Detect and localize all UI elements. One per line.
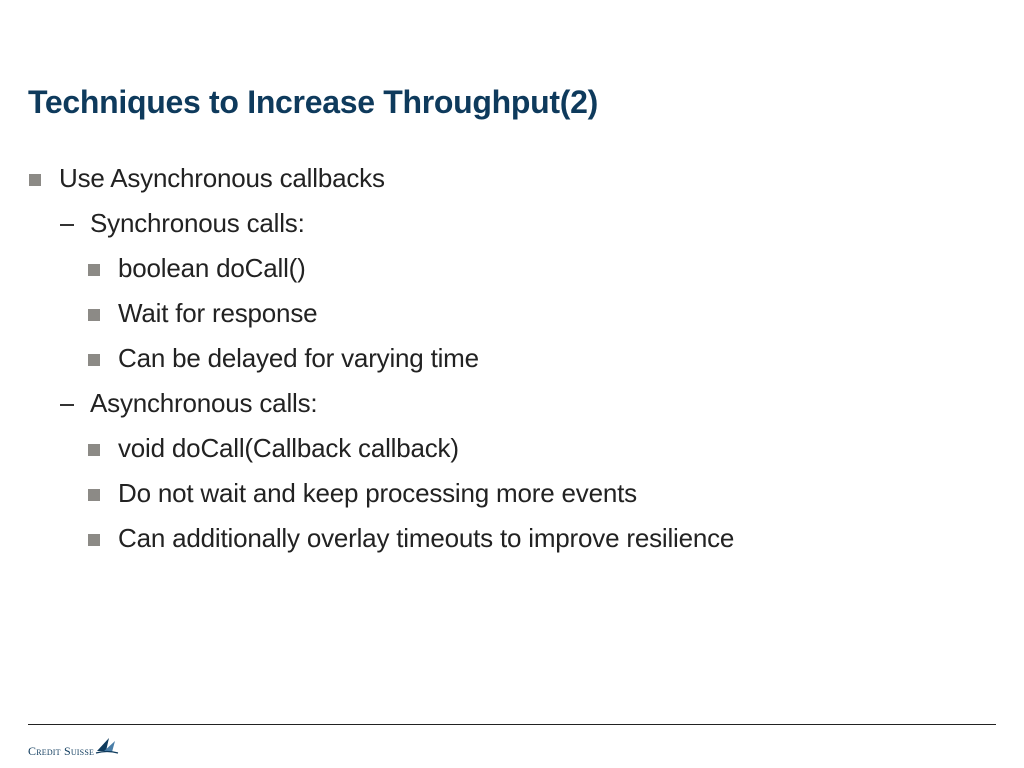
square-bullet-icon xyxy=(88,489,100,501)
bullet-item-use-async xyxy=(29,160,385,196)
bullet-item-delayed xyxy=(88,340,479,376)
square-bullet-icon xyxy=(88,309,100,321)
bullet-item-timeouts xyxy=(88,520,734,556)
bullet-item-boolean-docall xyxy=(88,250,306,286)
bullet-text: Asynchronous calls: xyxy=(90,387,318,418)
square-bullet-icon xyxy=(88,354,100,366)
bullet-text: Wait for response xyxy=(118,297,318,328)
bullet-text: Synchronous calls: xyxy=(90,207,305,238)
slide-title: Techniques to Increase Throughput(2) xyxy=(28,84,598,120)
square-bullet-icon xyxy=(29,174,41,186)
bullet-text: boolean doCall() xyxy=(118,252,306,283)
bullet-item-sync-calls xyxy=(60,205,305,241)
sails-icon xyxy=(95,735,119,755)
square-bullet-icon xyxy=(88,264,100,276)
bullet-text: Can be delayed for varying time xyxy=(118,342,479,373)
bullet-text: Do not wait and keep processing more events xyxy=(118,477,637,508)
footer-divider xyxy=(28,724,996,725)
square-bullet-icon xyxy=(88,444,100,456)
bullet-item-do-not-wait xyxy=(88,475,637,511)
logo-text: Credit Suisse xyxy=(28,744,95,758)
bullet-text: void doCall(Callback callback) xyxy=(118,432,459,463)
credit-suisse-logo xyxy=(28,736,119,758)
bullet-item-async-calls xyxy=(60,385,317,421)
square-bullet-icon xyxy=(88,534,100,546)
dash-bullet-icon xyxy=(60,224,74,226)
bullet-item-wait-response xyxy=(88,295,317,331)
bullet-text: Use Asynchronous callbacks xyxy=(59,162,385,193)
bullet-item-void-docall xyxy=(88,430,459,466)
bullet-text: Can additionally overlay timeouts to improve resilience xyxy=(118,522,735,553)
dash-bullet-icon xyxy=(60,404,74,406)
